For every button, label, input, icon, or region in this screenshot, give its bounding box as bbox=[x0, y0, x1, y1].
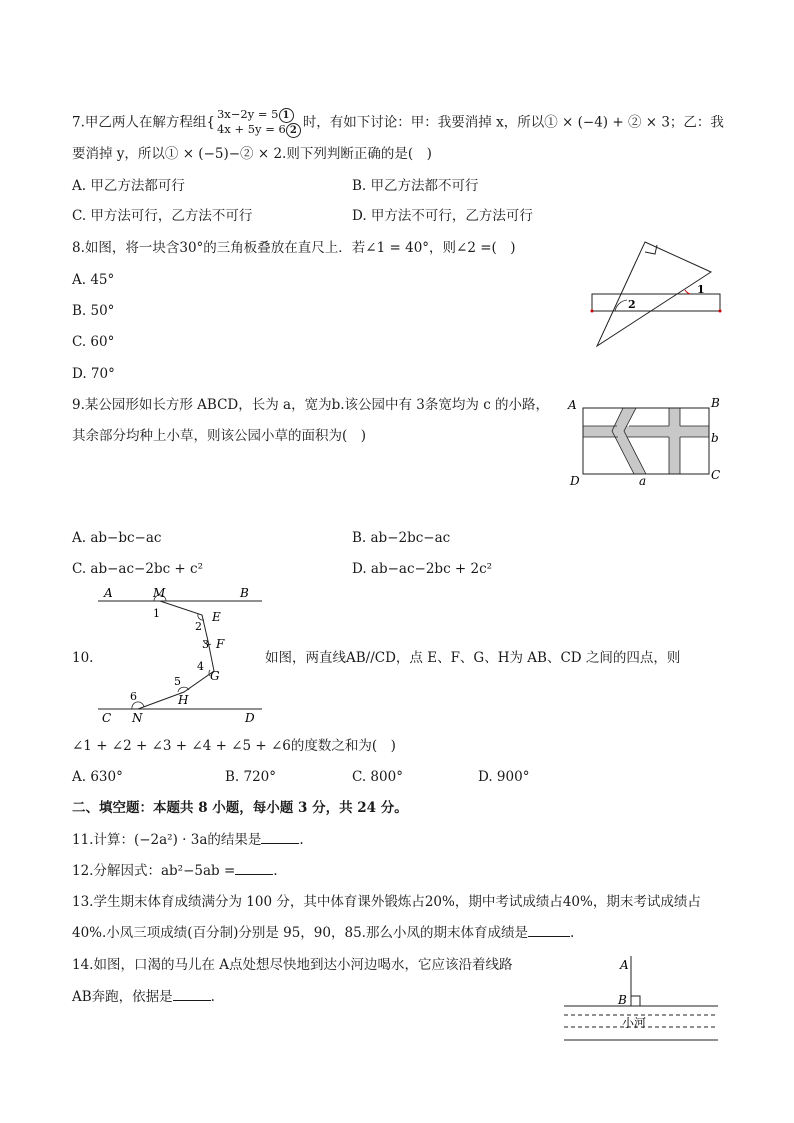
q11-answer-blank[interactable] bbox=[261, 831, 299, 844]
label-3: 3 bbox=[202, 638, 209, 651]
label-b: b bbox=[711, 431, 719, 445]
label-A: A bbox=[620, 958, 629, 972]
q14-answer-blank[interactable] bbox=[173, 988, 211, 1001]
label-H: H bbox=[178, 693, 189, 707]
q9-line1: 9.某公园形如长方形 ABCD，长为 a，宽为b.该公园中有 3条宽均为 c 的小路， bbox=[72, 397, 550, 413]
q13-end: . bbox=[569, 925, 575, 941]
q11 bbox=[72, 831, 304, 849]
q9-option-a: A. ab−bc−ac bbox=[72, 530, 162, 546]
circled-1-icon: 1 bbox=[279, 108, 294, 123]
q12-end: . bbox=[273, 863, 278, 879]
q14-line1: 14.如图，口渴的马儿在 A点处想尽快地到达小河边喝水，它应该沿着线路 bbox=[72, 957, 513, 973]
label-D: D bbox=[245, 711, 255, 725]
q7-option-d: D. 甲方法不可行，乙方法可行 bbox=[352, 208, 533, 224]
label-G: G bbox=[210, 669, 220, 683]
label-A: A bbox=[104, 586, 113, 600]
angle-2-label: 2 bbox=[628, 298, 636, 311]
right-angle-mark bbox=[631, 996, 640, 1006]
q8-stem: 8.如图，将一块含30°的三角板叠放在直尺上．若∠1 = 40°，则∠2 =( ) bbox=[72, 240, 516, 256]
circled-2-icon: 2 bbox=[286, 123, 301, 138]
q7-eq2: 4x + 5y = 6 bbox=[216, 122, 286, 136]
label-B: B bbox=[240, 586, 249, 600]
q13-line2 bbox=[72, 924, 574, 942]
label-6: 6 bbox=[130, 690, 137, 703]
label-B: B bbox=[618, 993, 627, 1007]
q10-option-a: A. 630° bbox=[72, 769, 123, 785]
label-A: A bbox=[568, 398, 577, 412]
q12-answer-blank[interactable] bbox=[235, 862, 273, 875]
equation-system bbox=[217, 108, 301, 138]
label-B: B bbox=[711, 396, 720, 410]
q10-figure bbox=[92, 584, 272, 726]
vertical-path bbox=[669, 408, 680, 474]
label-1: 1 bbox=[153, 607, 160, 620]
q8-option-b: B. 50° bbox=[72, 303, 115, 319]
angle-1-label: 1 bbox=[697, 283, 705, 296]
q7-eq1: 3x−2y = 5 bbox=[216, 107, 279, 121]
q9-figure bbox=[565, 394, 725, 492]
q7-suffix: 时，有如下讨论：甲：我要消掉 x，所以① × (−4) + ② × 3；乙：我 bbox=[302, 114, 724, 131]
q10-option-d: D. 900° bbox=[478, 769, 530, 785]
label-E: E bbox=[212, 610, 221, 624]
q12-text: 12.分解因式：ab²−5ab = bbox=[72, 863, 236, 879]
label-F: F bbox=[216, 637, 225, 651]
q14-figure bbox=[560, 952, 725, 1044]
q8-option-d: D. 70° bbox=[72, 366, 115, 382]
q9-line2: 其余部分均种上小草，则该公园小草的面积为( ) bbox=[72, 428, 367, 444]
q7-line1 bbox=[72, 108, 724, 138]
q12 bbox=[72, 862, 278, 880]
q13-answer-blank[interactable] bbox=[528, 924, 570, 937]
label-M: M bbox=[153, 586, 166, 600]
q7-line2: 要消掉 y，所以① × (−5)−② × 2.则下列判断正确的是( ) bbox=[72, 146, 432, 162]
q7-prefix: 7.甲乙两人在解方程组{ bbox=[72, 114, 215, 131]
label-N: N bbox=[132, 711, 143, 725]
q14-end: . bbox=[210, 989, 215, 1005]
label-4: 4 bbox=[197, 660, 204, 673]
q8-option-c: C. 60° bbox=[72, 334, 115, 350]
label-C: C bbox=[102, 711, 112, 725]
park-rectangle bbox=[583, 408, 709, 474]
zigzag-path bbox=[138, 601, 214, 709]
q10-option-b: B. 720° bbox=[225, 769, 277, 785]
label-a: a bbox=[639, 474, 647, 488]
label-D: D bbox=[570, 474, 580, 488]
q8-option-a: A. 45° bbox=[72, 272, 115, 288]
q10-option-c: C. 800° bbox=[352, 769, 403, 785]
q7-option-c: C. 甲方法可行，乙方法不可行 bbox=[72, 208, 253, 224]
horizontal-path bbox=[583, 426, 709, 437]
q14-line2 bbox=[72, 988, 215, 1006]
label-2: 2 bbox=[195, 620, 202, 633]
q7-option-a: A. 甲乙方法都可行 bbox=[72, 178, 185, 194]
q10-number: 10. bbox=[72, 650, 94, 666]
river-label: 小河 bbox=[622, 1016, 647, 1030]
q10-line1: 如图，两直线AB//CD，点 E、F、G、H为 AB、CD 之间的四点，则 bbox=[265, 650, 681, 666]
q13-line1: 13.学生期末体育成绩满分为 100 分，其中体育课外锻炼占20%，期中考试成绩占40%，期末考试成绩占 bbox=[72, 894, 701, 910]
q9-option-c: C. ab−ac−2bc + c² bbox=[72, 561, 204, 577]
label-C: C bbox=[711, 468, 721, 482]
q9-option-d: D. ab−ac−2bc + 2c² bbox=[352, 561, 493, 577]
q7-option-b: B. 甲乙方法都不可行 bbox=[352, 178, 479, 194]
q14-text: AB奔跑，依据是 bbox=[72, 989, 173, 1005]
ruler bbox=[592, 294, 720, 311]
q10-line2: ∠1 + ∠2 + ∠3 + ∠4 + ∠5 + ∠6的度数之和为( ) bbox=[72, 738, 396, 754]
q9-option-b: B. ab−2bc−ac bbox=[352, 530, 451, 546]
q11-end: . bbox=[299, 832, 304, 848]
label-5: 5 bbox=[174, 675, 181, 688]
q11-text: 11.计算：(−2a²) · 3a的结果是 bbox=[72, 832, 262, 848]
q13-text: 40%.小凤三项成绩(百分制)分别是 95，90，85.那么小凤的期末体育成绩是 bbox=[72, 925, 528, 941]
q8-figure bbox=[585, 238, 730, 350]
section-2-heading: 二、填空题：本题共 8 小题，每小题 3 分，共 24 分。 bbox=[72, 800, 408, 816]
